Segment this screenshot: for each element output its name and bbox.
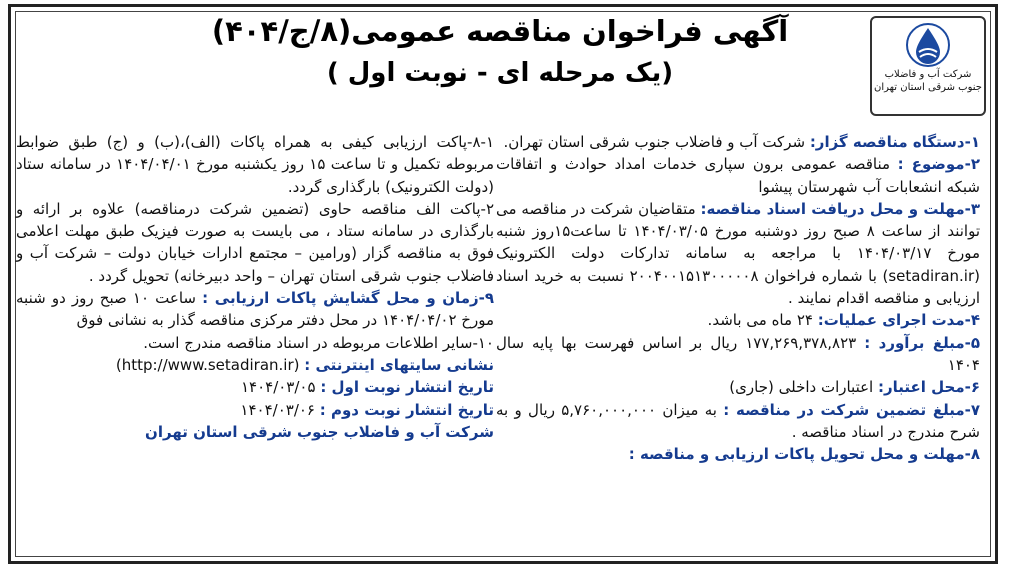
item-8-2: ۲-پاکت الف مناقصه حاوی (تضمین شرکت درمناقصه) علاوه بر ارائه و بارگذاری در سامانه ستاد ، می بایست به صورت فیزیک طبق مهلت اعلامی فوق به مناقصه گزار (ورامین – مجتمع ادارات خیابان دولت – شرکت آب و فاضلاب جنوب شرقی استان تهران – واحد دبیرخانه) تحویل گردد . xyxy=(16,199,494,285)
notice-subtitle: (یک مرحله ای - نوبت اول ) xyxy=(326,58,674,88)
item-duration: ۴-مدت اجرای عملیات: ۲۴ ماه می باشد. xyxy=(707,311,980,330)
right-column xyxy=(496,131,980,465)
item-opening: ۹-زمان و محل گشایش پاکات ارزیابی : ساعت ۱۰ صبح روز دو شنبه مورخ ۱۴۰۴/۰۴/۰۲ در محل دفتر مرکزی مناقصه گذار به نشانی فوق xyxy=(16,289,494,330)
item-delivery-deadline: ۸-مهلت و محل تحویل پاکات ارزیابی و مناقصه : xyxy=(628,445,980,464)
item-first-publish: تاریخ انتشار نوبت اول : ۱۴۰۴/۰۳/۰۵ xyxy=(240,378,494,397)
left-column xyxy=(16,131,494,443)
item-guarantee: ۷-مبلغ تضمین شرکت در مناقصه : به میزان ۵,۷۶۰,۰۰۰,۰۰۰ ریال و به شرح مندرج در اسناد مناقصه . xyxy=(496,400,980,441)
item-document-deadline: ۳-مهلت و محل دریافت اسناد مناقصه: متقاضیان شرکت در مناقصه می توانند از ساعت ۸ صبح روز دوشنبه مورخ ۱۴۰۴/۰۳/۰۵ تا ساعت۱۵روز شنبه مورخ ۱۴۰۴/۰۳/۱۷ با مراجعه به سامانه تدارکات دولت الکترونیک (setadiran.ir) با شماره فراخوان ۲۰۰۴۰۰۱۵۱۳۰۰۰۰۰۸ نسبت به خرید اسناد ارزیابی و مناقصه اقدام نمایند . xyxy=(496,199,980,308)
company-logo xyxy=(870,16,986,116)
item-subject: ۲-موضوع : مناقصه عمومی برون سپاری خدمات امداد حوادث و اتفاقات شبکه انشعابات آب شهرستان پیشوا xyxy=(496,155,980,196)
item-websites: نشانی سایتهای اینترنتی : (http://www.setadiran.ir) xyxy=(115,355,494,374)
item-estimate: ۵-مبلغ برآورد : ۱۷۷,۲۶۹,۳۷۸,۸۲۳ ریال بر اساس فهرست بها پایه سال ۱۴۰۴ xyxy=(496,333,980,374)
logo-text-line1: شرکت آب و فاضلاب xyxy=(884,69,972,80)
item-8-1: ۸-۱-پاکت ارزیابی کیفی به همراه پاکات (الف)،(ب) و (ج) طبق ضوابط مربوطه تکمیل و تا ساعت ۱۵ روز یکشنبه مورخ ۱۴۰۴/۰۴/۰۱ در سامانه ستاد (دولت الکترونیک) بارگذاری گردد. xyxy=(16,133,494,196)
footer-company: شرکت آب و فاضلاب جنوب شرقی استان تهران xyxy=(145,422,494,441)
item-tender-organizer: ۱-دستگاه مناقصه گزار: شرکت آب و فاضلاب جنوب شرقی استان تهران. xyxy=(503,133,980,151)
item-other-info: ۱۰-سایر اطلاعات مربوطه در اسناد مناقصه مندرج است. xyxy=(143,333,494,352)
logo-text-line2: جنوب شرقی استان تهران xyxy=(874,82,982,93)
notice-title: آگهی فراخوان مناقصه عمومی(۸/ج/۴۰۴) xyxy=(211,14,789,48)
website-link[interactable]: (http://www.setadiran.ir) xyxy=(115,355,300,374)
item-second-publish: تاریخ انتشار نوبت دوم : ۱۴۰۴/۰۳/۰۶ xyxy=(240,400,494,419)
item-funding: ۶-محل اعتبار: اعتبارات داخلی (جاری) xyxy=(729,378,980,397)
water-drop-logo-icon xyxy=(905,22,951,68)
